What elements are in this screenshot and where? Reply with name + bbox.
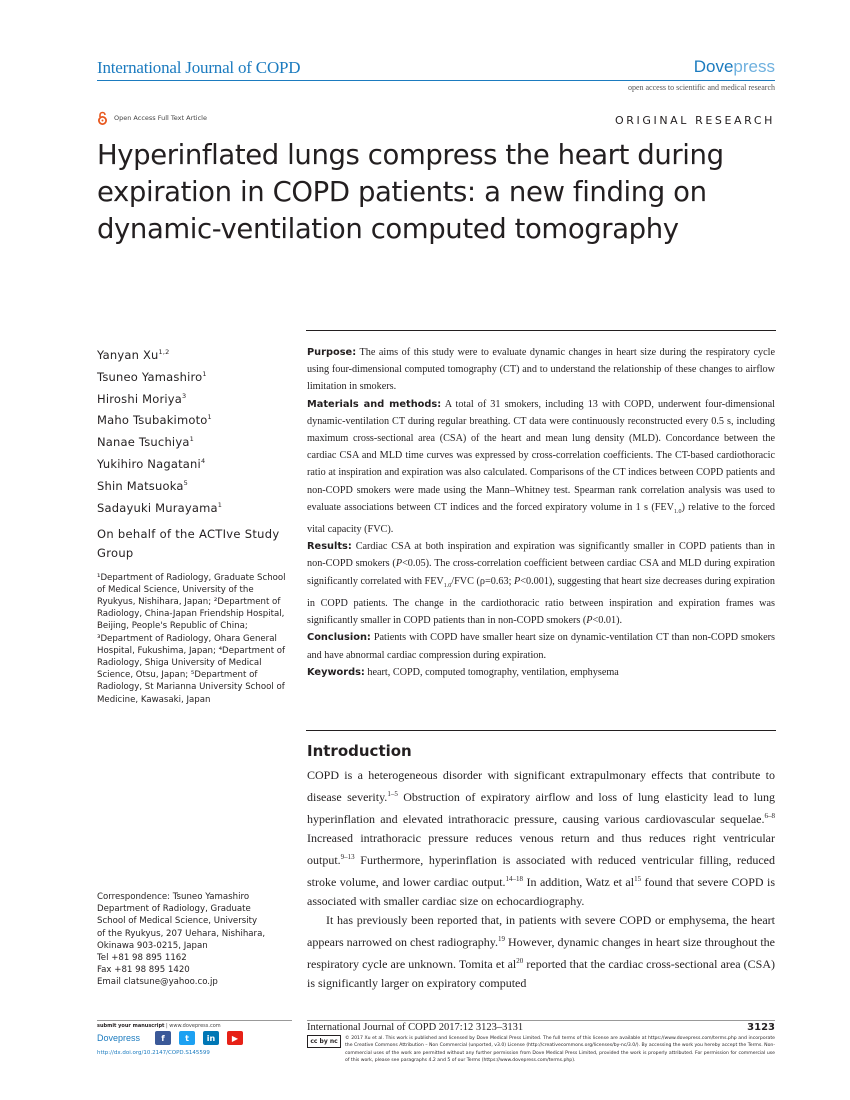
author-name-text: Yanyan Xu xyxy=(97,347,159,362)
correspondence-block xyxy=(97,891,292,989)
journal-title[interactable]: International Journal of COPD xyxy=(97,58,301,77)
methods-text-end: ) relative to the forced vital capacity (FVC). xyxy=(307,501,775,536)
author-name xyxy=(97,452,292,474)
footer-publisher-logo[interactable]: Dovepress xyxy=(97,1033,141,1043)
submit-manuscript-link[interactable] xyxy=(97,1023,221,1029)
correspondence-line: Department of Radiology, Graduate xyxy=(97,904,251,915)
publisher-logo-main: Dove xyxy=(693,57,734,76)
correspondence-line: Correspondence: Tsuneo Yamashiro xyxy=(97,892,250,902)
intro-text: However, dynamic changes in heart size throughout the respiratory cycle are unknown. Tomita et al xyxy=(307,935,775,971)
p-value-symbol: P xyxy=(395,558,403,570)
correspondence-line: School of Medical Science, University xyxy=(97,916,258,927)
author-affiliation-ref: 1 xyxy=(189,435,194,444)
intro-text: reported that the cardiac cross-sectional area (CSA) is significantly larger on expiratory computed xyxy=(307,957,776,990)
citation-ref[interactable]: 20 xyxy=(516,957,524,965)
intro-paragraph xyxy=(307,766,775,911)
introduction-heading: Introduction xyxy=(307,742,412,760)
results-label: Results: xyxy=(307,541,352,553)
linkedin-icon[interactable]: in xyxy=(203,1031,219,1045)
abstract-purpose xyxy=(307,344,775,396)
author-name-text: Tsuneo Yamashiro xyxy=(97,369,203,384)
keywords-label: Keywords: xyxy=(307,666,365,678)
intro-text: Furthermore, hyperinflation is associated with reduced ventricular filling, reduced stroke volume, and lower cardiac output. xyxy=(307,853,775,889)
author-affiliation-ref: 3 xyxy=(182,391,187,400)
author-name-text: Maho Tsubakimoto xyxy=(97,413,208,428)
citation-ref[interactable]: 15 xyxy=(634,875,642,883)
author-column xyxy=(97,343,292,706)
intro-text: found that severe COPD is associated with smaller cardiac size on echocardiography. xyxy=(307,875,776,908)
header-divider xyxy=(97,80,775,81)
publisher-tagline: open access to scientific and medical research xyxy=(627,83,775,92)
author-list xyxy=(97,343,292,518)
citation-ref[interactable]: 9–13 xyxy=(340,853,355,861)
intro-text: COPD is a heterogeneous disorder with significant extrapulmonary effects that contribute to disease severity. xyxy=(307,768,775,804)
author-name-text: Yukihiro Nagatani xyxy=(97,456,201,471)
author-affiliation-ref: 1,2 xyxy=(158,348,170,356)
author-name xyxy=(97,343,292,365)
license-block xyxy=(307,1035,775,1064)
author-affiliation-ref: 4 xyxy=(200,457,206,466)
intro-paragraph xyxy=(307,911,775,993)
footer-divider-right xyxy=(307,1020,775,1021)
on-behalf-line: On behalf of the ACTIve Study Group xyxy=(97,526,280,560)
footer-divider-left xyxy=(97,1020,292,1021)
twitter-icon[interactable]: t xyxy=(179,1031,195,1045)
intro-text: Increased intrathoracic pressure reduces venous return and thus reduces right ventricular output. xyxy=(307,831,775,867)
correspondence-line: Okinawa 903-0215, Japan xyxy=(97,940,208,951)
author-name xyxy=(97,430,292,452)
abstract-bottom-rule xyxy=(306,730,776,731)
conclusion-text: Patients with COPD have smaller heart size on dynamic-ventilation CT than non-COPD smokers and have abnormal cardiac compression during expiration. xyxy=(307,632,775,661)
open-access-label: Open Access Full Text Article xyxy=(114,114,207,122)
author-name xyxy=(97,474,292,496)
abstract-keywords xyxy=(307,664,775,681)
citation-ref[interactable]: 1–5 xyxy=(387,790,398,798)
results-text: <0.01). xyxy=(592,615,623,627)
correspondence-email[interactable]: Email clatsune@yahoo.co.jp xyxy=(97,977,218,988)
author-affiliation-ref: 5 xyxy=(183,478,188,487)
article-title: Hyperinflated lungs compress the heart during expiration in COPD patients: a new finding on dynamic-ventilation computed tomography xyxy=(97,139,724,245)
results-subscript: 1.0 xyxy=(443,582,452,589)
author-name-text: Sadayuki Murayama xyxy=(97,500,218,515)
introduction-body xyxy=(307,766,775,993)
author-affiliation-ref: 1 xyxy=(202,369,207,378)
youtube-icon[interactable]: ▶ xyxy=(227,1031,243,1045)
author-name xyxy=(97,408,292,430)
intro-text: Obstruction of expiratory airflow and loss of lung elasticity lead to lung hyperinflation and elevated intrathoracic pressure, causing various cardiovascular sequelae. xyxy=(307,790,776,826)
conclusion-label: Conclusion: xyxy=(307,632,371,644)
purpose-label: Purpose: xyxy=(307,347,357,358)
correspondence-fax: Fax +81 98 895 1420 xyxy=(97,965,190,976)
license-text: © 2017 Xu et al. This work is published and licensed by Dove Medical Press Limited. The full terms of this license are available at https://www.dovepress.com/terms.php and incorporate the Creative Commons Attribution – Non Commercial (unported, v3.0) License (http://creativecommons.org/licenses/by-nc/3.0/). By accessing the work you hereby accept the Terms. Non-commercial uses of the work are permitted without any further permission from Dove Medical Press Limited, provided the work is properly attributed. For permission for commercial use of this work, please see paragraphs 4.2 and 5 of our Terms (https://www.dovepress.com/terms.php). xyxy=(345,1036,775,1063)
intro-text: It has previously been reported that, in patients with severe COPD or emphysema, the heart appears narrowed on chest radiography. xyxy=(307,913,775,949)
social-links xyxy=(155,1031,243,1045)
p-value-symbol: P xyxy=(586,615,593,627)
submit-manuscript-label: submit your manuscript xyxy=(97,1023,165,1029)
results-text: <0.001), suggesting that heart size decreases during expiration in COPD patients. The change in the cardiothoracic ratio between inspiration and expiration frames was significantly smaller in COPD patients than in non-COPD smokers ( xyxy=(307,575,775,627)
results-text: Cardiac CSA at both inspiration and expiration was significantly smaller in COPD patients than in non-COPD smokers ( xyxy=(307,541,775,570)
p-value-symbol: P xyxy=(514,575,521,587)
abstract-results xyxy=(307,538,775,629)
creative-commons-badge[interactable] xyxy=(307,1035,341,1048)
cc-badge-label: cc by nc xyxy=(310,1038,338,1045)
abstract xyxy=(307,344,775,681)
publisher-logo-suffix: press xyxy=(733,57,775,76)
submit-manuscript-url: | www.dovepress.com xyxy=(164,1023,221,1029)
methods-subscript: 1.0 xyxy=(673,508,682,515)
page-number: 3123 xyxy=(747,1022,775,1033)
intro-text: In addition, Watz et al xyxy=(523,875,635,889)
abstract-top-rule xyxy=(306,330,776,331)
doi-link[interactable]: http://dx.doi.org/10.2147/COPD.S145599 xyxy=(97,1050,210,1056)
author-affiliation-ref: 1 xyxy=(207,413,212,422)
author-name xyxy=(97,365,292,387)
author-name-text: Hiroshi Moriya xyxy=(97,391,183,406)
author-name-text: Shin Matsuoka xyxy=(97,478,184,493)
author-name xyxy=(97,496,292,518)
citation-ref[interactable]: 19 xyxy=(497,935,505,943)
author-name xyxy=(97,387,292,409)
open-access-badge xyxy=(97,111,207,125)
correspondence-phone: Tel +81 98 895 1162 xyxy=(97,953,187,964)
correspondence-line: of the Ryukyus, 207 Uehara, Nishihara, xyxy=(97,928,266,939)
keywords-text: heart, COPD, computed tomography, ventilation, emphysema xyxy=(367,666,619,678)
affiliations: ¹Department of Radiology, Graduate School of Medical Science, University of the Ryukyus, Nishihara, Japan; ²Department of Radiology, China-Japan Friendship Hospital, Beijing, People's Republic of China; ³Department of Radiology, Ohara General Hospital, Fukushima, Japan; ⁴Department of Radiology, Shiga University of Medical Science, Otsu, Japan; ⁵Department of Radiology, St Marianna University School of Medicine, Kawasaki, Japan xyxy=(97,572,286,705)
journal-citation: International Journal of COPD 2017:12 3123–3131 xyxy=(307,1022,524,1033)
abstract-methods xyxy=(307,396,775,539)
methods-label: Materials and methods: xyxy=(307,398,442,410)
author-affiliation-ref: 1 xyxy=(217,500,223,509)
results-text: <0.05). The cross-correlation coefficient between cardiac CSA and MLD during expiration significantly correlated with FEV xyxy=(307,558,775,587)
article-type: ORIGINAL RESEARCH xyxy=(615,114,775,127)
author-name-text: Nanae Tsuchiya xyxy=(97,435,190,450)
citation-ref[interactable]: 14–18 xyxy=(505,875,524,883)
open-access-icon xyxy=(97,111,108,125)
abstract-conclusion xyxy=(307,629,775,663)
publisher-logo[interactable] xyxy=(694,57,775,77)
facebook-icon[interactable]: f xyxy=(155,1031,171,1045)
purpose-text: The aims of this study were to evaluate dynamic changes in heart size during the respiratory cycle using four-dimensional computed tomography (CT) and to understand the relationship of these changes to airflow limitation in smokers. xyxy=(307,347,775,393)
citation-ref[interactable]: 6–8 xyxy=(764,812,775,820)
methods-text: A total of 31 smokers, including 13 with COPD, underwent four-dimensional dynamic-ventilation CT during regular breathing. CT data were continuously reconstructed every 0.5 s, including maximum cross-sectional area (CSA) of the heart and mean lung density (MLD). Concordance between the cardiac CSA and MLD time curves was expressed by cross-correlation coefficients. The CT-based cardiothoracic ratio at inspiration and expiration was also calculated. Comparisons of the CT indices between COPD patients and non-COPD smokers were made using the Mann–Whitney test. Spearman rank correlation analysis was used to evaluate associations between CT indices and the forced expiratory volume in 1 s (FEV xyxy=(307,398,775,513)
results-text: /FVC (ρ=0.63; xyxy=(451,575,515,587)
